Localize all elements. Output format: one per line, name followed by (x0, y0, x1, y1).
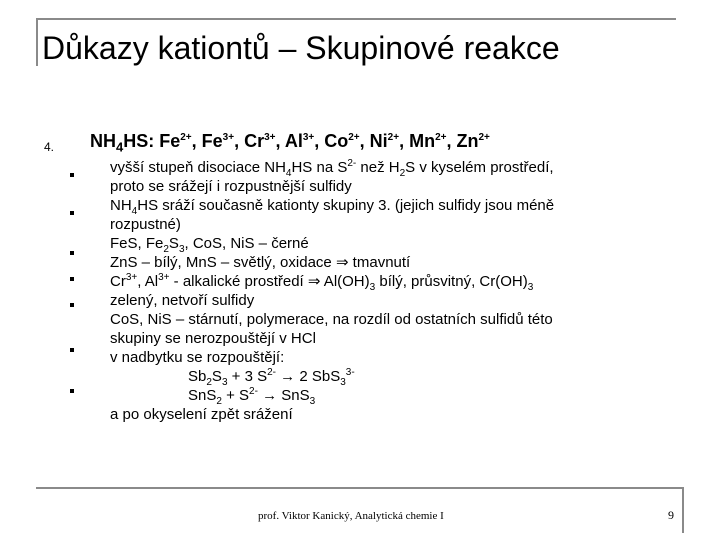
heading-text: , Zn (446, 131, 479, 151)
line-text: S (168, 235, 179, 252)
title-frame-left-line (36, 18, 38, 66)
bullet-marker (70, 303, 74, 307)
line-text: S v kyselém prostředí, (405, 159, 554, 176)
footer-rule (36, 487, 684, 489)
reaction-arrow-icon: → (257, 387, 282, 404)
heading-text: , Co (314, 131, 349, 151)
equation-text: SnS (281, 387, 310, 404)
list-line: v nadbytku se rozpouštějí: (110, 349, 285, 366)
equation-line (110, 386, 680, 405)
heading-superscript: 2+ (435, 132, 447, 143)
list-line (110, 196, 680, 215)
implies-arrow-icon: ⇒ (335, 254, 349, 271)
footer-rule-right (682, 487, 684, 533)
bullet-list (110, 158, 680, 424)
line-text: bílý, průsvitný, Cr(OH) (375, 273, 528, 290)
list-line: rozpustné) (110, 216, 181, 233)
heading-text: , Mn (399, 131, 436, 151)
bullet-marker (70, 211, 74, 215)
list-line (110, 272, 680, 291)
title-frame-top-line (36, 18, 676, 20)
equation-text: + 3 S (227, 368, 268, 385)
heading-text: HS: Fe (123, 131, 181, 151)
subscript: 3 (221, 377, 228, 388)
subscript: 2 (216, 396, 222, 407)
line-text: vyšší stupeň disociace NH (110, 159, 286, 176)
list-line (110, 253, 680, 272)
heading-superscript: 2+ (180, 132, 192, 143)
subscript: 3 (309, 396, 316, 407)
line-text: - alkalické prostředí (169, 273, 308, 290)
heading-superscript: 2+ (478, 132, 490, 143)
slide-title: Důkazy kationtů – Skupinové reakce (42, 30, 560, 66)
heading-text: , Cr (234, 131, 265, 151)
superscript: 2- (347, 158, 357, 169)
line-text: než H (356, 159, 400, 176)
superscript: 2- (249, 386, 258, 397)
bullet-marker (70, 348, 74, 352)
heading-superscript: 2+ (387, 132, 400, 143)
list-line (110, 234, 680, 253)
heading-superscript: 3+ (302, 132, 315, 143)
superscript: 2- (267, 367, 277, 378)
heading-subscript: 4 (116, 139, 124, 155)
equation-text: SnS (188, 387, 217, 404)
list-line (110, 158, 680, 177)
list-line: a po okyselení zpět srážení (110, 406, 293, 423)
bullet-marker (70, 277, 74, 281)
list-line: CoS, NiS – stárnutí, polymerace, na rozdíl od ostatních sulfidů této (110, 311, 553, 328)
heading-superscript: 2+ (348, 132, 360, 143)
list-line: skupiny se nerozpouštějí v HCl (110, 330, 316, 347)
subscript: 4 (285, 168, 292, 179)
line-text: Al(OH) (320, 273, 370, 290)
line-text: Cr (110, 273, 126, 290)
reaction-arrow-icon: → (276, 368, 300, 385)
list-line: zelený, netvoří sulfidy (110, 292, 255, 309)
line-text: HS na S (291, 159, 348, 176)
equation-text: Sb (188, 368, 207, 385)
superscript: 3- (345, 367, 355, 378)
heading-text: , Fe (191, 131, 223, 151)
line-text: tmavnutí (348, 254, 411, 271)
subscript: 3 (369, 282, 376, 293)
heading-text: , Ni (359, 131, 388, 151)
list-line: proto se srážejí i rozpustnější sulfidy (110, 178, 352, 195)
heading-text: NH (90, 131, 116, 151)
equation-line (110, 367, 680, 386)
subscript: 3 (178, 244, 185, 255)
line-text: FeS, Fe (110, 235, 164, 252)
line-text: HS sráží současně kationty skupiny 3. (jejich sulfidy jsou méně (137, 197, 555, 214)
page-number: 9 (668, 508, 674, 522)
subscript: 2 (399, 168, 406, 179)
subscript: 3 (340, 377, 346, 388)
line-text: ZnS – bílý, MnS – světlý, oxidace (110, 254, 336, 271)
implies-arrow-icon: ⇒ (307, 273, 321, 290)
bullet-marker (70, 173, 74, 177)
equation-text: + S (221, 387, 250, 404)
heading-cations (90, 130, 490, 155)
heading-text: , Al (275, 131, 303, 151)
subscript: 2 (163, 244, 169, 255)
subscript: 3 (527, 282, 534, 293)
equation-text: 2 SbS (299, 368, 341, 385)
line-text: , Al (137, 273, 159, 290)
heading-superscript: 3+ (264, 132, 276, 143)
bullet-marker (70, 389, 74, 393)
item-number: 4. (44, 140, 55, 154)
superscript: 3+ (158, 272, 170, 283)
footer-author: prof. Viktor Kanický, Analytická chemie I (258, 510, 444, 522)
equation-text: S (211, 368, 222, 385)
subscript: 2 (206, 377, 212, 388)
subscript: 4 (131, 206, 138, 217)
heading-superscript: 3+ (222, 132, 235, 143)
line-text: , CoS, NiS – černé (184, 235, 309, 252)
superscript: 3+ (125, 272, 138, 283)
bullet-marker (70, 251, 74, 255)
line-text: NH (110, 197, 132, 214)
